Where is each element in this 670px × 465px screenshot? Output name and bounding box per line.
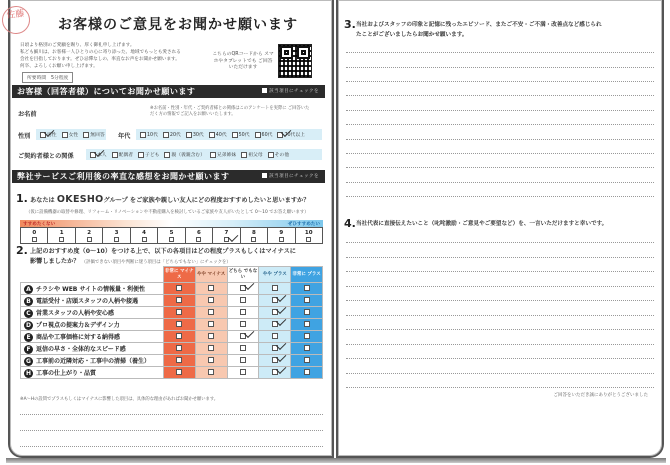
check-hint: 該当項目にチェックを	[262, 85, 319, 98]
answer-line[interactable]	[346, 139, 654, 140]
intro-text	[20, 42, 220, 70]
checkbox[interactable]	[279, 237, 284, 242]
relation-option-other[interactable]: その他	[268, 151, 289, 158]
checkbox[interactable]	[176, 345, 182, 351]
gender-option-male[interactable]: 男性	[40, 131, 57, 138]
thank-you-note: ご回答をいただき誠にありがとうございました	[553, 393, 648, 398]
qr-caption: こちらのQRコードから スマホやタブレットでも ご回答いただけます	[212, 52, 274, 70]
checkbox[interactable]	[272, 285, 278, 291]
recommend-scale	[20, 227, 323, 244]
checkbox[interactable]	[114, 237, 119, 242]
relation-option-grandparent[interactable]: 祖父母	[241, 151, 262, 158]
checkbox-checked[interactable]	[224, 237, 229, 242]
checkbox[interactable]	[142, 237, 147, 242]
checkbox-checked[interactable]	[272, 321, 278, 327]
checkbox[interactable]	[176, 333, 182, 339]
checkbox[interactable]	[208, 369, 214, 375]
q3-number: 3.	[344, 18, 356, 31]
checkbox-checked[interactable]	[272, 297, 278, 303]
answer-line[interactable]	[346, 153, 654, 154]
checkbox[interactable]	[304, 297, 310, 303]
checkbox[interactable]	[304, 333, 310, 339]
checkbox[interactable]	[208, 309, 214, 315]
q2-reason-line[interactable]	[20, 430, 323, 431]
checkbox[interactable]	[304, 309, 310, 315]
col-neutral: どちら でもない	[227, 267, 259, 283]
q2-footnote: ※A〜Hの設問でプラスもしくはマイナスに影響した項目は、具体的な理由があればお聞かせ願います。	[20, 397, 219, 402]
checkbox[interactable]	[251, 237, 256, 242]
age-options	[136, 129, 322, 140]
answer-line[interactable]	[346, 81, 654, 82]
item-label: A チラシや WEB サイトの情報量・利便性	[21, 283, 164, 295]
answer-line[interactable]	[346, 286, 654, 287]
item-label: H 工事の仕上がり・品質	[21, 367, 164, 379]
checkbox[interactable]	[272, 333, 278, 339]
scale-option-2[interactable]: 2	[76, 228, 103, 243]
item-label: B 電話受付・店頭スタッフの人柄や接遇	[21, 295, 164, 307]
checkbox[interactable]	[83, 132, 89, 138]
checkbox[interactable]	[277, 132, 283, 138]
checkbox[interactable]	[112, 152, 118, 158]
q3-question: 当社およびスタッフの印象と記憶に残ったエピソード、またご不安・ご不満・改善点など感じられ	[356, 22, 602, 28]
q2-question-line2: 影響しましたか？ （評価できない項目や判断に迷う項目は「どちらでもない」にチェックを）	[30, 258, 231, 265]
letter-f-icon: F	[24, 345, 33, 354]
q3-question-line2: たことがございましたらお聞かせ願います。	[356, 32, 468, 38]
name-note: ※お名前・性別・年代・ご契約者様との関係はこのアンケートを実際に ご回答いただく方の情報でご記入をお願いいたします。	[150, 106, 310, 117]
age-option-60s[interactable]: 60代	[255, 131, 273, 138]
checkbox[interactable]	[240, 369, 246, 375]
scale-option-10[interactable]: 10	[296, 228, 322, 243]
checkbox[interactable]	[241, 152, 247, 158]
intro-line: 会社を目指しております。ぜひ忌憚なしの、率直なお声をお聞かせ願います。	[20, 57, 180, 62]
table-row	[21, 283, 323, 295]
q1-subtext: （仮に設備機器の取替や修理、リフォーム・リノベーションや不動産購入を検討しているご家族や友人がいたとして 0〜10 でお答え願います）	[26, 210, 309, 215]
checkbox[interactable]	[140, 132, 146, 138]
age-option-20s[interactable]: 20代	[163, 131, 181, 138]
checkbox[interactable]	[268, 152, 274, 158]
age-option-30s[interactable]: 30代	[186, 131, 204, 138]
letter-d-icon: D	[24, 321, 33, 330]
checkbox-checked[interactable]	[272, 369, 278, 375]
age-label: 年代	[118, 133, 131, 140]
scale-option-5[interactable]: 5	[158, 228, 185, 243]
checkbox[interactable]	[176, 309, 182, 315]
letter-c-icon: C	[24, 309, 33, 318]
checkbox-checked[interactable]	[272, 345, 278, 351]
answer-line[interactable]	[346, 95, 654, 96]
table-row	[21, 355, 323, 367]
section-feedback-header	[12, 170, 325, 183]
item-label: E 商品や工事価格に対する納得感	[21, 331, 164, 343]
gender-options	[36, 129, 106, 140]
checkbox[interactable]	[208, 285, 214, 291]
intro-line: 日頃より格別のご愛顧を賜り、厚く御礼申し上げます。	[20, 43, 135, 48]
item-label: G 工事前の近隣対応・工事中の清掃（養生）	[21, 355, 164, 367]
answer-line[interactable]	[346, 124, 654, 125]
letter-a-icon: A	[24, 285, 33, 294]
letter-h-icon: H	[25, 369, 32, 377]
checkbox[interactable]	[208, 345, 214, 351]
q2-number: 2.	[16, 244, 28, 257]
checkbox[interactable]	[59, 237, 64, 242]
checkbox[interactable]	[176, 285, 182, 291]
scale-option-6[interactable]: 6	[186, 228, 213, 243]
answer-line[interactable]	[346, 242, 654, 243]
checkbox[interactable]	[176, 357, 182, 363]
age-option-10s[interactable]: 10代	[140, 131, 158, 138]
table-row	[21, 343, 323, 355]
checkbox-checked[interactable]	[272, 357, 278, 363]
checkbox[interactable]	[176, 369, 182, 375]
age-option-40s[interactable]: 40代	[209, 131, 227, 138]
answer-line[interactable]	[346, 52, 654, 53]
q4-number: 4.	[344, 217, 356, 230]
checkbox[interactable]	[209, 132, 215, 138]
frame-shadow	[6, 458, 666, 463]
table-row	[21, 331, 323, 343]
recommend-gradient	[20, 220, 323, 227]
page-title: お客様のご意見をお聞かせ願います	[58, 17, 298, 33]
gender-option-none[interactable]: 無回答	[83, 131, 104, 138]
scale-right-label: ぜひすすめたい	[287, 222, 320, 227]
q1-number: 1.	[16, 192, 28, 205]
checkbox[interactable]	[240, 321, 246, 327]
answer-line[interactable]	[346, 344, 654, 345]
answer-line[interactable]	[346, 315, 654, 316]
checkbox[interactable]	[32, 237, 37, 242]
answer-line[interactable]	[346, 196, 654, 197]
section-title: 弊社サービスご利用後の率直な感想をお聞かせ願います	[17, 172, 230, 181]
age-option-70plus[interactable]: 70代以上	[277, 131, 305, 138]
checkbox[interactable]	[208, 357, 214, 363]
q2-question: 上記のおすすめ度（0〜10）をつける上で、以下の各項目はどの程度プラスもしくはマイナスに	[30, 248, 296, 255]
matrix-header	[21, 267, 323, 283]
checkbox[interactable]	[138, 152, 144, 158]
checkbox[interactable]	[87, 237, 92, 242]
col-very-positive: 非常に プラス	[291, 267, 323, 283]
checkbox-checked[interactable]	[272, 309, 278, 315]
checkbox[interactable]	[176, 297, 182, 303]
checkbox[interactable]	[208, 333, 214, 339]
time-required: 所要時間 5分程度	[22, 72, 73, 83]
checkbox[interactable]	[210, 152, 216, 158]
answer-line[interactable]	[346, 167, 654, 168]
checkbox[interactable]	[169, 237, 174, 242]
item-label: C 営業スタッフの人柄や安心感	[21, 307, 164, 319]
checkbox[interactable]	[186, 132, 192, 138]
checkbox[interactable]	[255, 132, 261, 138]
section-respondent-header	[12, 85, 325, 98]
checkbox[interactable]	[240, 309, 246, 315]
relation-option-parent[interactable]: 親（義親含む）	[164, 151, 205, 158]
checkbox[interactable]	[176, 321, 182, 327]
answer-line[interactable]	[346, 182, 654, 183]
col-very-negative: 非常に マイナス	[163, 267, 195, 283]
item-label: D プロ視点の提案力＆デザイン力	[21, 319, 164, 331]
matrix-corner	[21, 267, 164, 283]
section-title: お客様（回答者様）についてお聞かせ願います	[17, 87, 196, 96]
q2-reason-line[interactable]	[20, 446, 323, 447]
age-option-50s[interactable]: 50代	[232, 131, 250, 138]
seal-stamp-icon: 佐藤	[1, 5, 32, 36]
qr-code-icon[interactable]	[278, 44, 312, 78]
checkbox[interactable]	[240, 297, 246, 303]
relation-option-sibling[interactable]: 兄弟姉妹	[210, 151, 236, 158]
letter-b-icon: B	[24, 297, 33, 306]
checkbox-icon	[262, 173, 267, 178]
checkbox-icon	[262, 88, 267, 93]
checkbox[interactable]	[164, 152, 170, 158]
scale-option-3[interactable]: 3	[103, 228, 130, 243]
checkbox[interactable]	[40, 132, 46, 138]
table-row	[21, 307, 323, 319]
checkbox[interactable]	[304, 285, 310, 291]
letter-g-icon: G	[24, 357, 33, 366]
checkbox[interactable]	[304, 345, 310, 351]
checkbox[interactable]	[306, 237, 311, 242]
gender-label: 性別	[18, 133, 31, 140]
table-row	[21, 295, 323, 307]
scale-option-4[interactable]: 4	[131, 228, 158, 243]
answer-line[interactable]	[346, 271, 654, 272]
relation-option-self[interactable]: 本人	[90, 151, 107, 158]
answer-line[interactable]	[346, 358, 654, 359]
checkbox[interactable]	[196, 237, 201, 242]
scale-left-label: すすめたくない	[23, 222, 56, 227]
q2-reason-line[interactable]	[20, 414, 323, 415]
col-slightly-positive: やや プラス	[259, 267, 291, 283]
answer-line[interactable]	[346, 110, 654, 111]
checkbox[interactable]	[62, 132, 68, 138]
checkbox[interactable]	[163, 132, 169, 138]
intro-line: 何卒、よろしくお願い申し上げます。	[20, 64, 98, 69]
relation-option-spouse[interactable]: 配偶者	[112, 151, 133, 158]
checkbox-checked[interactable]	[240, 285, 246, 291]
table-row	[21, 367, 323, 379]
impact-matrix	[20, 266, 323, 379]
checkbox-checked[interactable]	[240, 333, 246, 339]
checkbox[interactable]	[240, 345, 246, 351]
answer-line[interactable]	[346, 373, 654, 374]
letter-e-icon: E	[24, 333, 33, 342]
checkbox[interactable]	[208, 321, 214, 327]
q2-subtext: （評価できない項目や判断に迷う項目は「どちらでもない」にチェックを）	[81, 260, 231, 265]
checkbox[interactable]	[90, 152, 96, 158]
q4-question: 当社代表に直接伝えたいこと（叱咤激励・ご意見やご要望など）を、一言いただけますと幸いです。	[356, 221, 608, 227]
brand-name: OKESHO	[56, 194, 104, 205]
name-label: お名前	[18, 111, 37, 118]
gender-option-female[interactable]: 女性	[62, 131, 79, 138]
scale-option-1[interactable]: 1	[48, 228, 75, 243]
checkbox[interactable]	[304, 321, 310, 327]
relation-option-child[interactable]: 子ども	[138, 151, 159, 158]
answer-line[interactable]	[346, 387, 654, 388]
intro-line: 私ども細川は、お客様一人ひとりの心に寄り添った、地域でもっとも愛される	[20, 50, 181, 55]
item-label: F 返信の早さ・全体的なスピード感	[21, 343, 164, 355]
table-row	[21, 319, 323, 331]
checkbox[interactable]	[232, 132, 238, 138]
scale-option-9[interactable]: 9	[268, 228, 295, 243]
right-panel	[336, 0, 664, 458]
checkbox[interactable]	[240, 357, 246, 363]
relation-label: ご契約者様との関係	[18, 153, 74, 160]
relation-options	[86, 149, 322, 160]
checkbox[interactable]	[304, 357, 310, 363]
answer-line[interactable]	[346, 67, 654, 68]
scale-option-0[interactable]: 0	[21, 228, 48, 243]
scale-option-7[interactable]: 7	[213, 228, 240, 243]
answer-line[interactable]	[346, 329, 654, 330]
q1-question: あなたは OKESHOグループ をご家族や親しい友人にどの程度おすすめしたいと思いますか？	[30, 194, 310, 205]
scale-option-8[interactable]: 8	[241, 228, 268, 243]
checkbox[interactable]	[208, 297, 214, 303]
answer-line[interactable]	[346, 300, 654, 301]
col-slightly-negative: やや マイナス	[195, 267, 227, 283]
check-hint: 該当項目にチェックを	[262, 170, 319, 183]
checkbox[interactable]	[304, 369, 310, 375]
answer-line[interactable]	[346, 257, 654, 258]
